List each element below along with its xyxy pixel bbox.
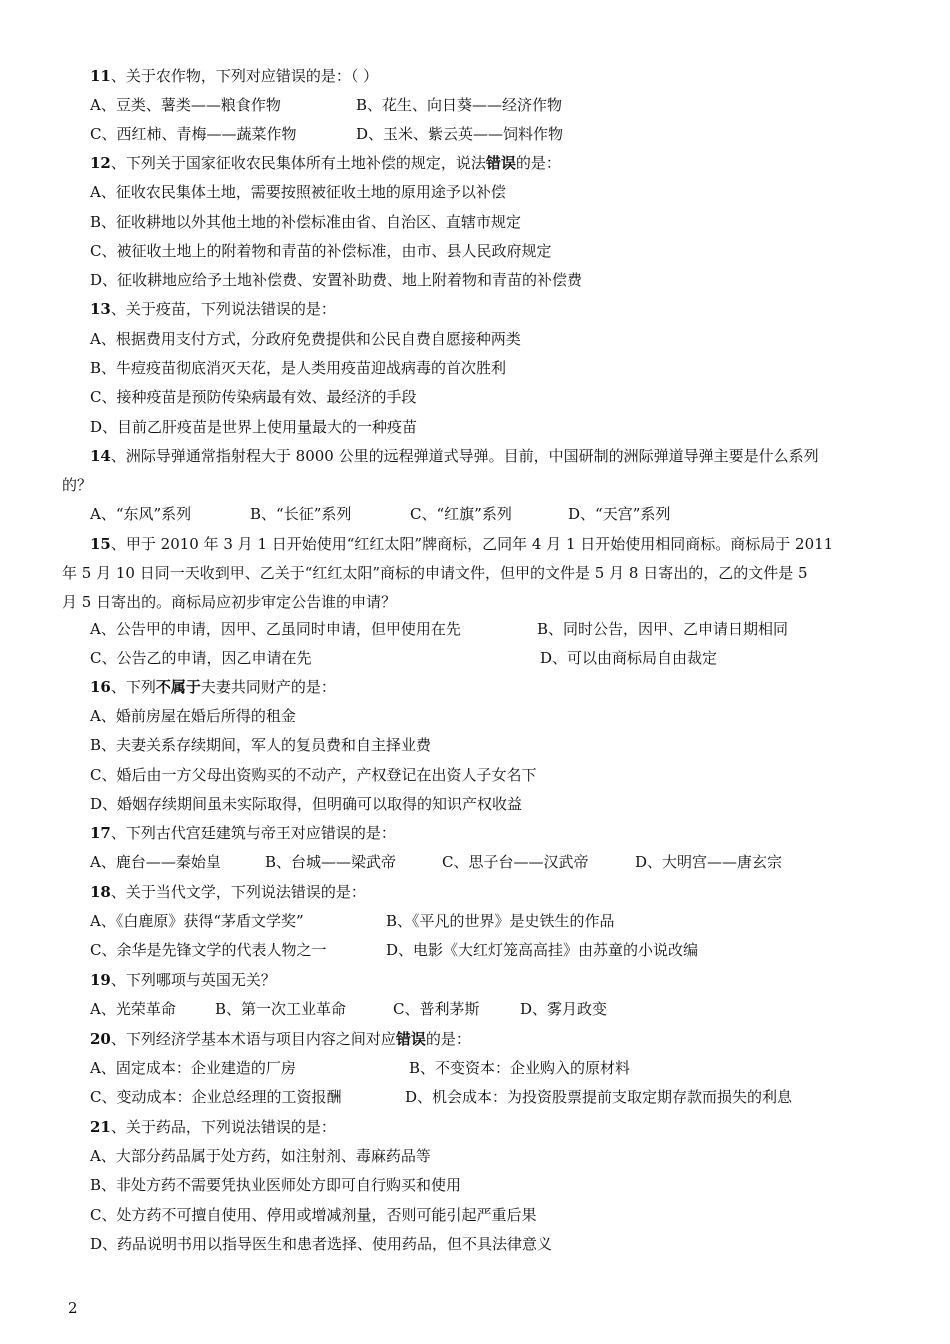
question-19-options-row (90, 999, 890, 1019)
option-d: D、“天宫”系列 (568, 505, 671, 523)
question-15-stem-line-3: 月 5 日寄出的。商标局应初步审定公告谁的申请？ (62, 593, 397, 611)
page-number: 2 (68, 1299, 78, 1317)
question-20-stem: 20、下列经济学基本术语与项目内容之间对应错误的是： (90, 1030, 471, 1048)
question-14-stem-line-1: 14、洲际导弹通常指射程大于 8000 公里的远程弹道式导弹。目前，中国研制的洲际弹道导弹主要是什么系列 (90, 447, 819, 465)
question-12-option-c: C、被征收土地上的附着物和青苗的补偿标准，由市、县人民政府规定 (90, 242, 552, 260)
option-c: C、普利茅斯 (393, 1000, 480, 1018)
option-a: A、《白鹿原》获得“茅盾文学奖” (90, 912, 304, 930)
question-15-options-row-1 (90, 619, 890, 639)
option-d: D、机会成本：为投资股票提前支取定期存款而损失的利息 (405, 1088, 793, 1106)
question-21-stem: 21、关于药品，下列说法错误的是： (90, 1118, 336, 1136)
question-15-stem-line-1: 15、甲于 2010 年 3 月 1 日开始使用“红红太阳”牌商标，乙同年 4 月 1 日开始使用相同商标。商标局于 2011 (90, 535, 834, 553)
question-17-stem: 17、下列古代宫廷建筑与帝王对应错误的是： (90, 824, 396, 842)
option-d: D、雾月政变 (520, 1000, 608, 1018)
question-13-option-c: C、接种疫苗是预防传染病最有效、最经济的手段 (90, 388, 417, 406)
option-a: A、公告甲的申请，因甲、乙虽同时申请，但甲使用在先 (90, 620, 461, 638)
option-b: B、第一次工业革命 (215, 1000, 347, 1018)
question-12-stem: 12、下列关于国家征收农民集体所有土地补偿的规定，说法错误的是： (90, 154, 561, 172)
question-16-stem: 16、下列不属于夫妻共同财产的是： (90, 678, 336, 696)
question-11-options-row-2 (90, 124, 890, 144)
question-12-option-b: B、征收耕地以外其他土地的补偿标准由省、自治区、直辖市规定 (90, 213, 522, 231)
question-13-option-d: D、目前乙肝疫苗是世界上使用量最大的一种疫苗 (90, 418, 418, 436)
question-13-stem: 13、关于疫苗，下列说法错误的是： (90, 300, 336, 318)
question-20-options-row-2 (90, 1087, 890, 1107)
question-16-option-d: D、婚姻存续期间虽未实际取得，但明确可以取得的知识产权收益 (90, 795, 523, 813)
question-15-stem-line-2: 年 5 月 10 日同一天收到甲、乙关于“红红太阳”商标的申请文件，但甲的文件是 5 月 8 日寄出的，乙的文件是 5 (62, 564, 808, 582)
question-13-option-b: B、牛痘疫苗彻底消灭天花，是人类用疫苗迎战病毒的首次胜利 (90, 359, 507, 377)
option-b: B、同时公告，因甲、乙申请日期相同 (537, 620, 789, 638)
option-c: C、“红旗”系列 (410, 505, 512, 523)
option-a: A、光荣革命 (90, 1000, 176, 1018)
option-c: C、公告乙的申请，因乙申请在先 (90, 649, 312, 667)
question-14-stem-line-2: 的？ (62, 476, 93, 494)
question-16-option-a: A、婚前房屋在婚后所得的租金 (90, 707, 296, 725)
question-16-option-c: C、婚后由一方父母出资购买的不动产，产权登记在出资人子女名下 (90, 766, 537, 784)
option-b: B、台城——梁武帝 (265, 853, 397, 871)
option-b: B、不变资本：企业购入的原材料 (409, 1059, 631, 1077)
option-c: C、余华是先锋文学的代表人物之一 (90, 941, 327, 959)
option-a: A、“东风”系列 (90, 505, 192, 523)
question-17-options-row (90, 852, 890, 872)
option-c: C、变动成本：企业总经理的工资报酬 (90, 1088, 342, 1106)
option-b: B、《平凡的世界》是史铁生的作品 (386, 912, 615, 930)
question-18-options-row-2 (90, 940, 890, 960)
option-c: C、思子台——汉武帝 (442, 853, 589, 871)
option-b: B、花生、向日葵——经济作物 (356, 96, 563, 114)
question-21-option-c: C、处方药不可擅自使用、停用或增减剂量，否则可能引起严重后果 (90, 1206, 537, 1224)
question-21-option-b: B、非处方药不需要凭执业医师处方即可自行购买和使用 (90, 1176, 462, 1194)
question-14-options-row (90, 504, 890, 524)
question-21-option-a: A、大部分药品属于处方药，如注射剂、毒麻药品等 (90, 1147, 431, 1165)
option-b: B、“长征”系列 (250, 505, 352, 523)
option-d: D、大明宫——唐玄宗 (635, 853, 783, 871)
question-12-option-a: A、征收农民集体土地，需要按照被征收土地的原用途予以补偿 (90, 183, 506, 201)
option-a: A、鹿台——秦始皇 (90, 853, 221, 871)
question-12-option-d: D、征收耕地应给予土地补偿费、安置补助费、地上附着物和青苗的补偿费 (90, 271, 583, 289)
question-19-stem: 19、下列哪项与英国无关？ (90, 971, 276, 989)
question-15-options-row-2 (90, 648, 890, 668)
option-d: D、玉米、紫云英——饲料作物 (356, 125, 564, 143)
option-a: A、固定成本：企业建造的厂房 (90, 1059, 296, 1077)
question-18-stem: 18、关于当代文学，下列说法错误的是： (90, 883, 366, 901)
option-d: D、可以由商标局自由裁定 (540, 649, 718, 667)
question-11-options-row-1 (90, 95, 890, 115)
question-20-options-row-1 (90, 1058, 890, 1078)
question-18-options-row-1 (90, 911, 890, 931)
option-c: C、西红柿、青梅——蔬菜作物 (90, 125, 297, 143)
question-11-stem: 11、关于农作物，下列对应错误的是：（ ） (90, 67, 379, 85)
question-13-option-a: A、根据费用支付方式，分政府免费提供和公民自费自愿接种两类 (90, 330, 521, 348)
option-a: A、豆类、薯类——粮食作物 (90, 96, 281, 114)
option-d: D、电影《大红灯笼高高挂》由苏童的小说改编 (386, 941, 699, 959)
question-16-option-b: B、夫妻关系存续期间，军人的复员费和自主择业费 (90, 736, 432, 754)
question-21-option-d: D、药品说明书用以指导医生和患者选择、使用药品，但不具法律意义 (90, 1235, 553, 1253)
